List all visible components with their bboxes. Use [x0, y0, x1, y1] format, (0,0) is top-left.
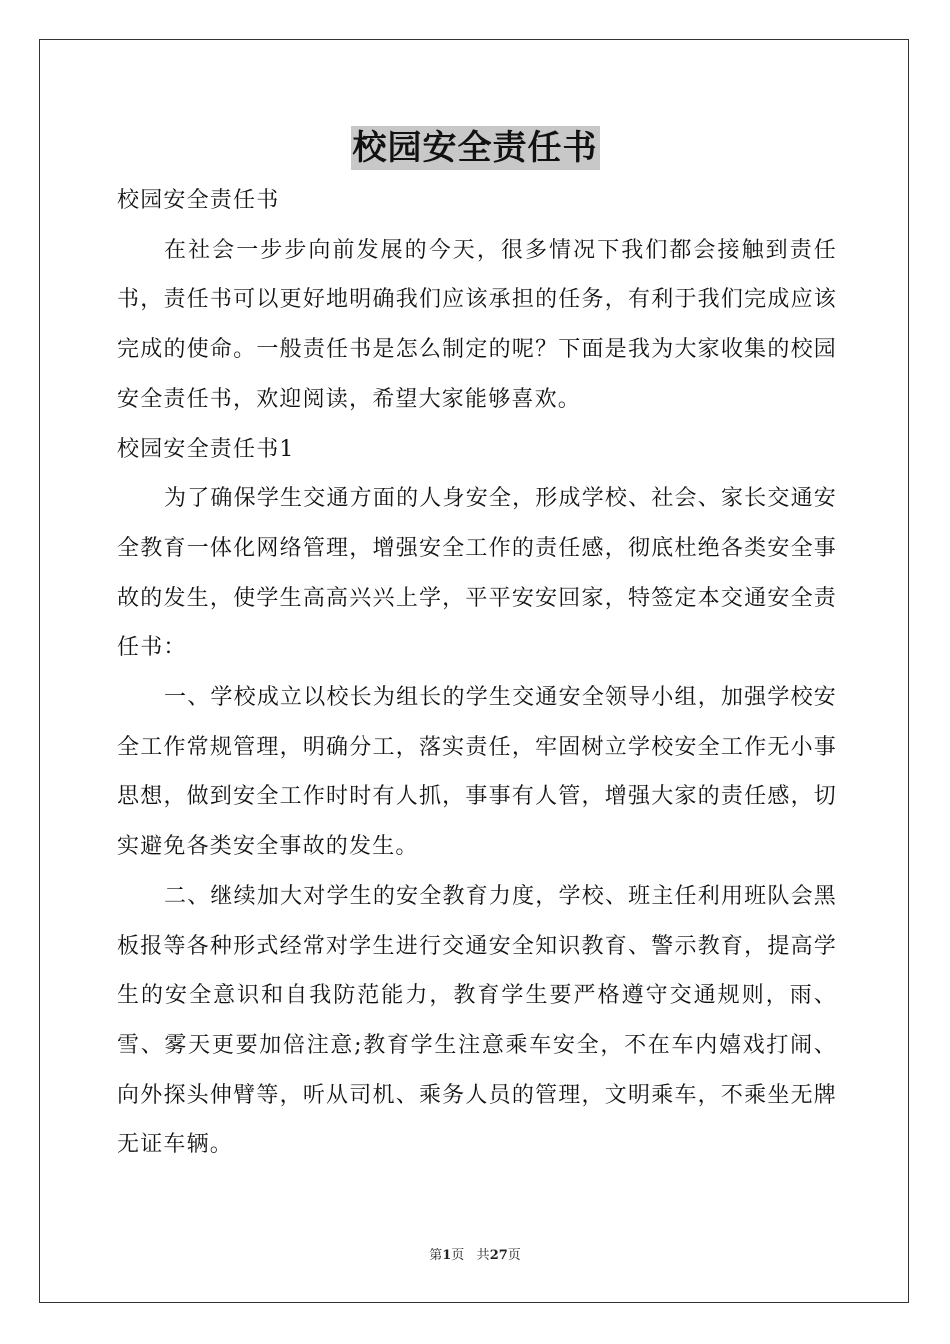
paragraph-section-heading: 校园安全责任书1	[117, 436, 295, 462]
total-pages: 27	[489, 1248, 508, 1263]
paragraph-item-1: 一、学校成立以校长为组长的学生交通安全领导小组，加强学校安全工作常规管理，明确分工，落实责任，牢固树立学校安全工作无小事思想，做到安全工作时时有人抓，事事有人管，增强大家的责任感，切实避免各类安全事故的发生。	[117, 685, 837, 860]
total-prefix: 共	[476, 1248, 490, 1263]
paragraph-subtitle: 校园安全责任书	[117, 188, 280, 213]
document-body	[117, 176, 837, 1170]
page-prefix: 第	[429, 1248, 443, 1263]
page-suffix: 页	[451, 1248, 465, 1263]
document-title-wrapper	[0, 126, 950, 170]
document-title: 校园安全责任书	[352, 128, 598, 168]
paragraph-intro: 在社会一步步向前发展的今天，很多情况下我们都会接触到责任书，责任书可以更好地明确我们应该承担的任务，有利于我们完成应该完成的使命。一般责任书是怎么制定的呢？下面是我为大家收集的校园安全责任书，欢迎阅读，希望大家能够喜欢。	[117, 237, 837, 412]
paragraph-purpose: 为了确保学生交通方面的人身安全，形成学校、社会、家长交通安全教育一体化网络管理，增强安全工作的责任感，彻底杜绝各类安全事故的发生，使学生高高兴兴上学，平平安安回家，特签定本交通安全责任书：	[117, 486, 837, 661]
total-suffix: 页	[507, 1248, 521, 1263]
page-number: 1	[442, 1248, 452, 1263]
paragraph-item-2: 二、继续加大对学生的安全教育力度，学校、班主任利用班队会黑板报等各种形式经常对学生进行交通安全知识教育、警示教育，提高学生的安全意识和自我防范能力，教育学生要严格遵守交通规则，雨、雪、雾天更要加倍注意;教育学生注意乘车安全，不在车内嬉戏打闹、向外探头伸臂等，听从司机、乘务人员的管理，文明乘车，不乘坐无牌无证车辆。	[117, 883, 837, 1158]
page-footer	[0, 1244, 950, 1263]
